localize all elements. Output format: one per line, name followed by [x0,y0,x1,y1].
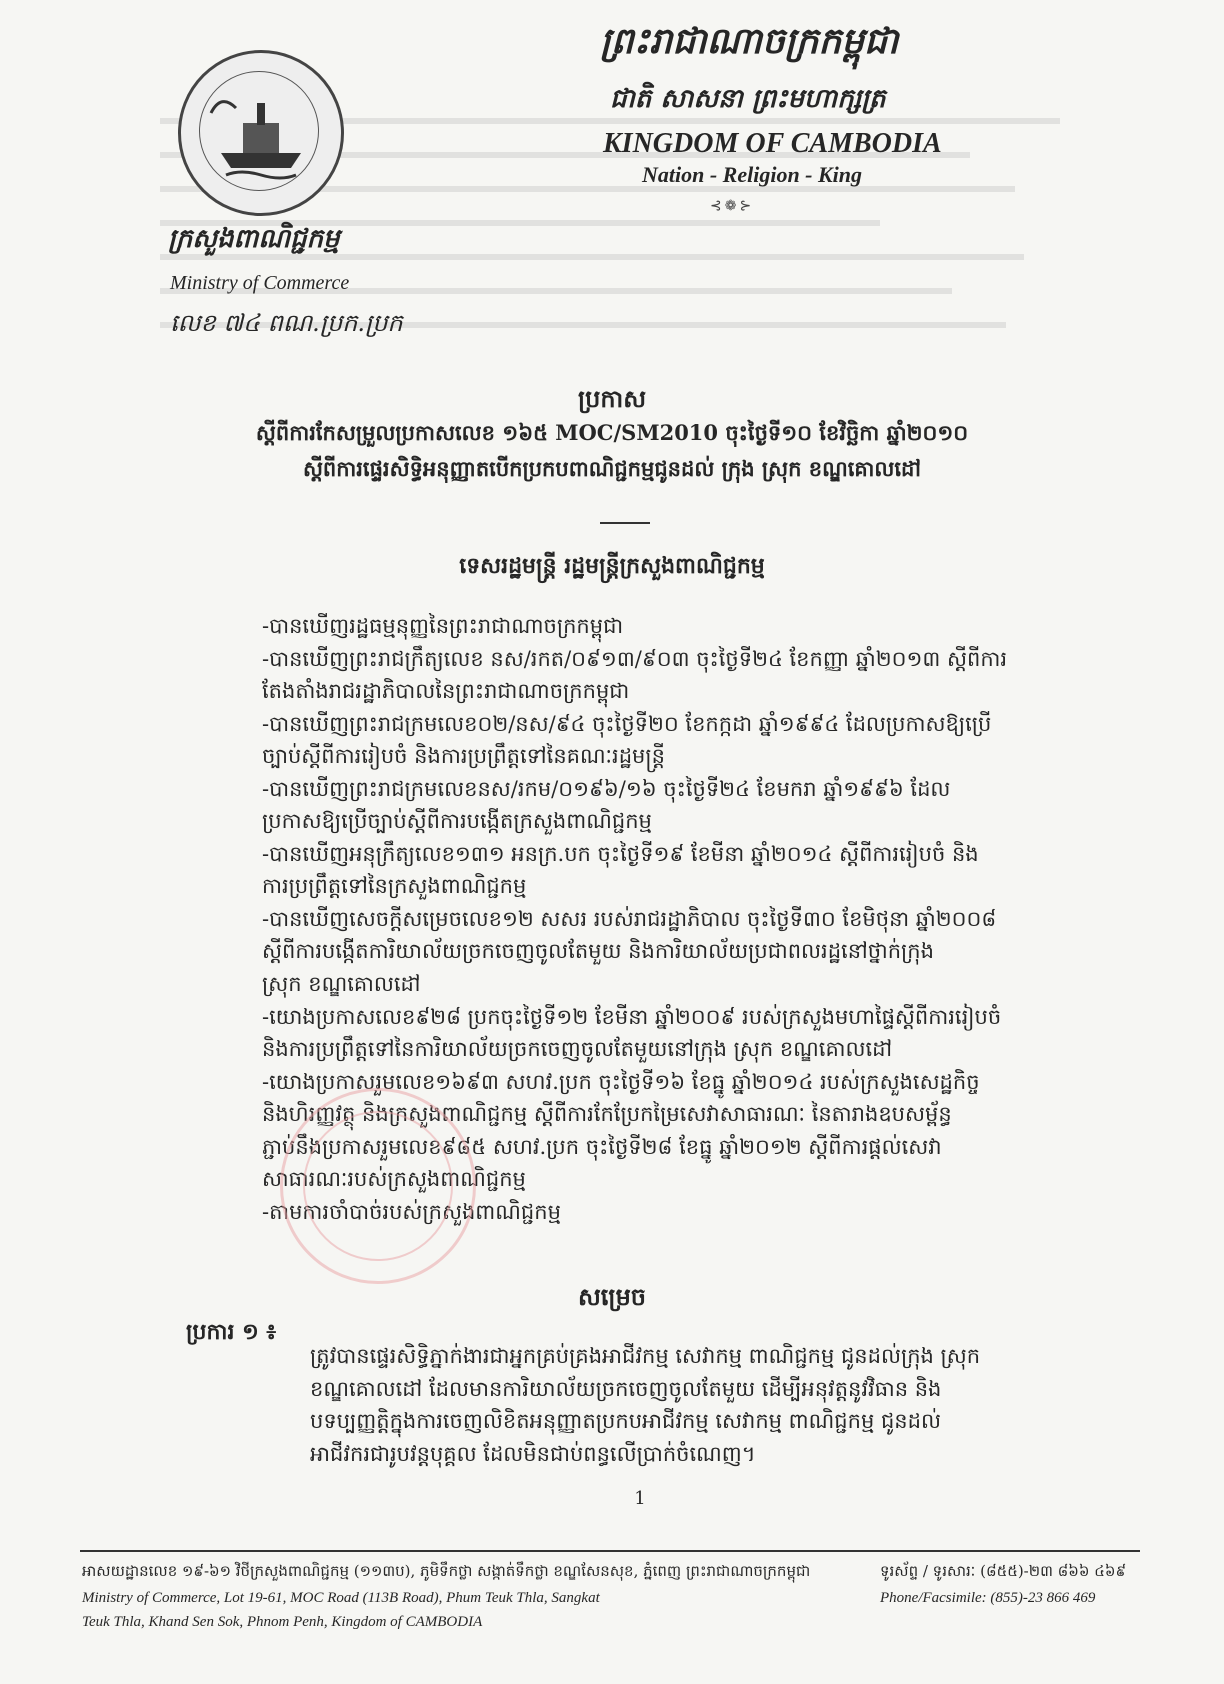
preamble-line: -បានឃើញព្រះរាជក្រឹត្យលេខ នស/រកត/០៩១៣/៩០៣ ចុះថ្ងៃទី២៤ ខែកញ្ញា ឆ្នាំ២០១៣ ស្ដីពីការ [262,646,1008,671]
preamble-line: និងការប្រព្រឹត្តទៅនៃការិយាល័យច្រកចេញចូលតែមួយនៅក្រុង ស្រុក ខណ្ឌគោលដៅ [262,1037,893,1062]
document-type: ប្រកាស [577,384,647,413]
footer-phone-english: Phone/Facsimile: (855)-23 866 469 [880,1590,1096,1606]
ministry-name-english: Ministry of Commerce [170,272,350,294]
preamble-line: តែងតាំងរាជរដ្ឋាភិបាលនៃព្រះរាជាណាចក្រកម្ពុជា [262,679,630,704]
ministry-seal-logo [178,50,344,216]
motto-khmer: ជាតិ សាសនា ព្រះមហាក្សត្រ [610,84,886,114]
article-line: ត្រូវបានផ្ទេរសិទ្ធិភ្នាក់ងារជាអ្នកគ្រប់គ្រងអាជីវកម្ម សេវាកម្ម ពាណិជ្ជកម្ម ជូនដល់ក្រុង ស្រុក [310,1344,981,1368]
article-1-body [310,1340,1110,1470]
footer-address-english-2: Teuk Thla, Khand Sen Sok, Phnom Penh, Kingdom of CAMBODIA [82,1614,483,1630]
reference-number: លេខ ៧៤ ពណ.ប្រក.ប្រក [170,309,403,337]
official-stamp-mark [280,1088,476,1284]
article-line: ខណ្ឌគោលដៅ ដែលមានការិយាល័យច្រកចេញចូលតែមួយ ដើម្បីអនុវត្តនូវវិធាន និង [310,1376,942,1401]
preamble-line: ប្រកាសឱ្យប្រើច្បាប់ស្ដីពីការបង្កើតក្រសួងពាណិជ្ជកម្ម [262,809,652,834]
preamble-line: ការប្រព្រឹត្តទៅនៃក្រសួងពាណិជ្ជកម្ម [262,874,527,899]
preamble-line: ស្រុក ខណ្ឌគោលដៅ [262,972,421,997]
footer-address-khmer: អាសយដ្ឋានលេខ ១៩-៦១ វិថីក្រសួងពាណិជ្ជកម្ម (១១៣ប), ភូមិទឹកថ្លា សង្កាត់ទឹកថ្លា ខណ្ឌសែនសុខ, ភ្នំពេញ ព្រះរាជាណាចក្រកម្ពុជា [82,1562,811,1580]
kingdom-title-khmer: ព្រះរាជាណាចក្រកម្ពុជា [600,20,899,62]
ship-emblem-icon [181,53,341,213]
article-line: អាជីវករជារូបវន្តបុគ្គល ដែលមិនជាប់ពន្ធលើប្រាក់ចំណេញ។ [310,1441,756,1466]
page-number: 1 [634,1488,646,1509]
subject-line-2: ស្ដីពីការផ្ទេរសិទ្ធិអនុញ្ញាតបើកប្រកបពាណិជ្ជកម្មជូនដល់ ក្រុង ស្រុក ខណ្ឌគោលដៅ [302,456,922,481]
title-divider [600,522,650,524]
decision-heading: សម្រេច [577,1282,647,1311]
preamble-line: ភ្ជាប់នឹងប្រកាសរួមលេខ៩៨៥ សហវ.ប្រក ចុះថ្ងៃទី២៨ ខែធ្នូ ឆ្នាំ២០១២ ស្ដីពីការផ្ដល់សេវា [262,1134,942,1159]
footer-rule [80,1550,1140,1552]
subject-line-1: ស្ដីពីការកែសម្រួលប្រកាសលេខ ១៦៥ MOC/SM2010 ចុះថ្ងៃទី១០ ខែវិច្ឆិកា ឆ្នាំ២០១០ [255,420,969,445]
ministry-name-khmer: ក្រសួងពាណិជ្ជកម្ម [168,224,340,254]
preamble-line: -យោងប្រកាសរួមលេខ១៦៩៣ សហវ.ប្រក ចុះថ្ងៃទី១៦ ខែធ្នូ ឆ្នាំ២០១៤ របស់ក្រសួងសេដ្ឋកិច្ច [262,1069,980,1094]
preamble-line: -បានឃើញរដ្ឋធម្មនុញ្ញនៃព្រះរាជាណាចក្រកម្ពុជា [262,614,624,638]
article-line: បទប្បញ្ញត្តិក្នុងការចេញលិខិតអនុញ្ញាតប្រកបអាជីវកម្ម សេវាកម្ម ពាណិជ្ជកម្ម ជូនដល់ [310,1409,941,1434]
preamble-line: -បានឃើញអនុក្រឹត្យលេខ១៣១ អនក្រ.បក ចុះថ្ងៃទី១៩ ខែមីនា ឆ្នាំ២០១៤ ស្ដីពីការរៀបចំ និង [262,841,979,866]
motto-english: Nation - Religion - King [642,162,863,187]
article-1-label: ប្រការ ១ ៖ [186,1319,277,1345]
preamble-line: -តាមការចាំបាច់របស់ក្រសួងពាណិជ្ជកម្ម [262,1199,561,1224]
preamble-line: សាធារណៈរបស់ក្រសួងពាណិជ្ជកម្ម [262,1167,526,1192]
minister-heading: ទេសរដ្ឋមន្ត្រី រដ្ឋមន្ត្រីក្រសួងពាណិជ្ជកម្ម [459,553,765,579]
preamble-line: -បានឃើញព្រះរាជក្រមលេខ០២/នស/៩៤ ចុះថ្ងៃទី២០ ខែកក្កដា ឆ្នាំ១៩៩៤ ដែលប្រកាសឱ្យប្រើ [262,711,992,736]
preamble-line: និងហិរញ្ញវត្ថុ និងក្រសួងពាណិជ្ជកម្ម ស្ដីពីការកែប្រែកម្រៃសេវាសាធារណៈ នៃតារាងឧបសម្ព័ន្ធ [262,1102,952,1127]
preamble-line: -បានឃើញព្រះរាជក្រមលេខនស/រកម/០១៩៦/១៦ ចុះថ្ងៃទី២៤ ខែមករា ឆ្នាំ១៩៩៦ ដែល [262,776,951,801]
footer-phone-khmer: ទូរស័ព្ទ / ទូរសារៈ (៨៥៥)-២៣ ៨៦៦ ៤៦៩ [880,1562,1127,1580]
preamble-line: -បានឃើញសេចក្ដីសម្រេចលេខ១២ សសរ របស់រាជរដ្ឋាភិបាល ចុះថ្ងៃទី៣០ ខែមិថុនា ឆ្នាំ២០០៨ [262,906,997,931]
preamble-line: ច្បាប់ស្ដីពីការរៀបចំ និងការប្រព្រឹត្តទៅនៃគណៈរដ្ឋមន្ត្រី [262,744,665,769]
kingdom-title-english: KINGDOM OF CAMBODIA [603,128,942,159]
header-ornament: ⊰❁⊱ [710,198,755,214]
preamble-line: ស្ដីពីការបង្កើតការិយាល័យច្រកចេញចូលតែមួយ និងការិយាល័យប្រជាពលរដ្ឋនៅថ្នាក់ក្រុង [262,939,934,964]
footer-address-english-1: Ministry of Commerce, Lot 19-61, MOC Road (113B Road), Phum Teuk Thla, Sangkat [82,1590,600,1606]
preamble-line: -យោងប្រកាសលេខ៩២៨ ប្រកចុះថ្ងៃទី១២ ខែមីនា ឆ្នាំ២០០៩ របស់ក្រសួងមហាផ្ទៃស្ដីពីការរៀបចំ [262,1004,1002,1029]
